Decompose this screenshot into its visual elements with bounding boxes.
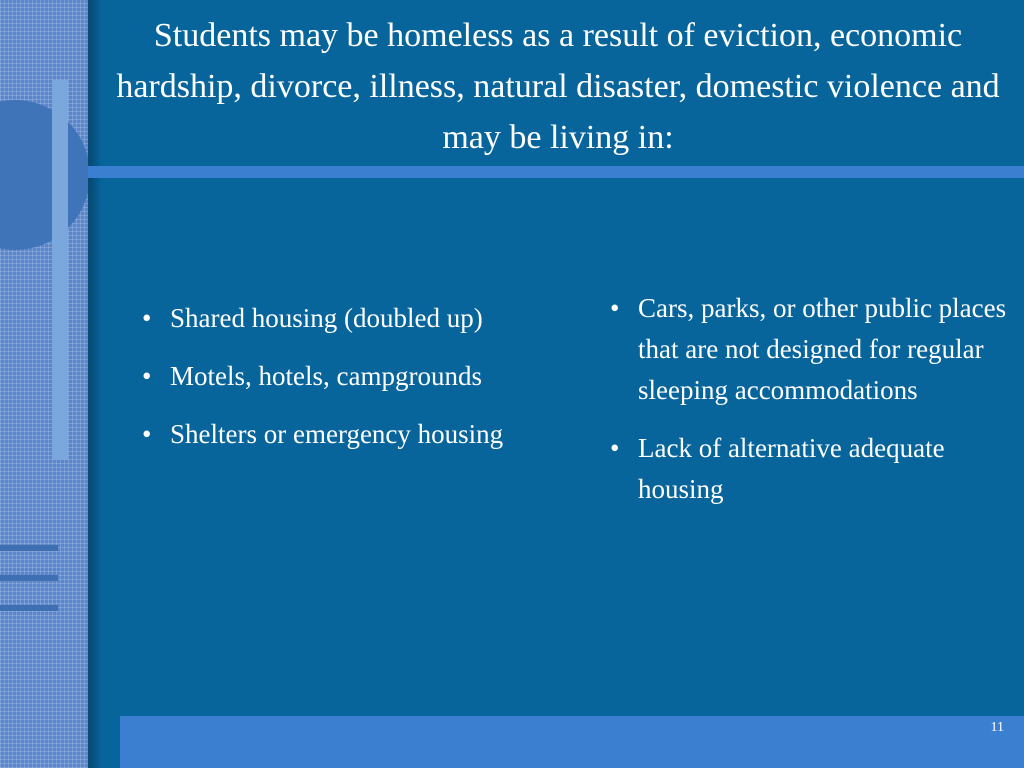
decorative-vertical-bar: [52, 80, 68, 460]
slide-title: Students may be homeless as a result of eviction, economic hardship, divorce, illness, natural disaster, domestic violence and may be living in:: [116, 17, 1000, 156]
decorative-line: [0, 545, 58, 551]
list-item: [140, 356, 520, 397]
list-item: [140, 298, 520, 339]
decorative-line: [0, 605, 58, 611]
list-item-text: Lack of alternative adequate housing: [638, 433, 945, 504]
list-item: [140, 414, 520, 455]
slide-number: 11: [990, 720, 1004, 735]
bullet-icon: •: [610, 433, 620, 463]
bullet-icon: •: [142, 303, 152, 333]
list-item-text: Motels, hotels, campgrounds: [170, 361, 482, 391]
decorative-side-strip: [0, 0, 90, 768]
list-item-text: Shared housing (doubled up): [170, 303, 483, 333]
title-divider: [88, 166, 1024, 178]
decorative-circle: [0, 100, 90, 250]
list-item-text: Shelters or emergency housing: [170, 419, 504, 449]
list-item-text: Cars, parks, or other public places that are not designed for regular sleeping accommodations: [638, 293, 1007, 405]
bullet-icon: •: [142, 419, 152, 449]
decorative-line: [0, 575, 58, 581]
right-bullet-list: [608, 288, 1008, 527]
bullet-icon: •: [142, 361, 152, 391]
list-item: [608, 288, 1008, 411]
left-bullet-list: [140, 298, 520, 472]
bullet-icon: •: [610, 293, 620, 323]
footer-bar: [120, 716, 1024, 768]
list-item: [608, 428, 1008, 510]
